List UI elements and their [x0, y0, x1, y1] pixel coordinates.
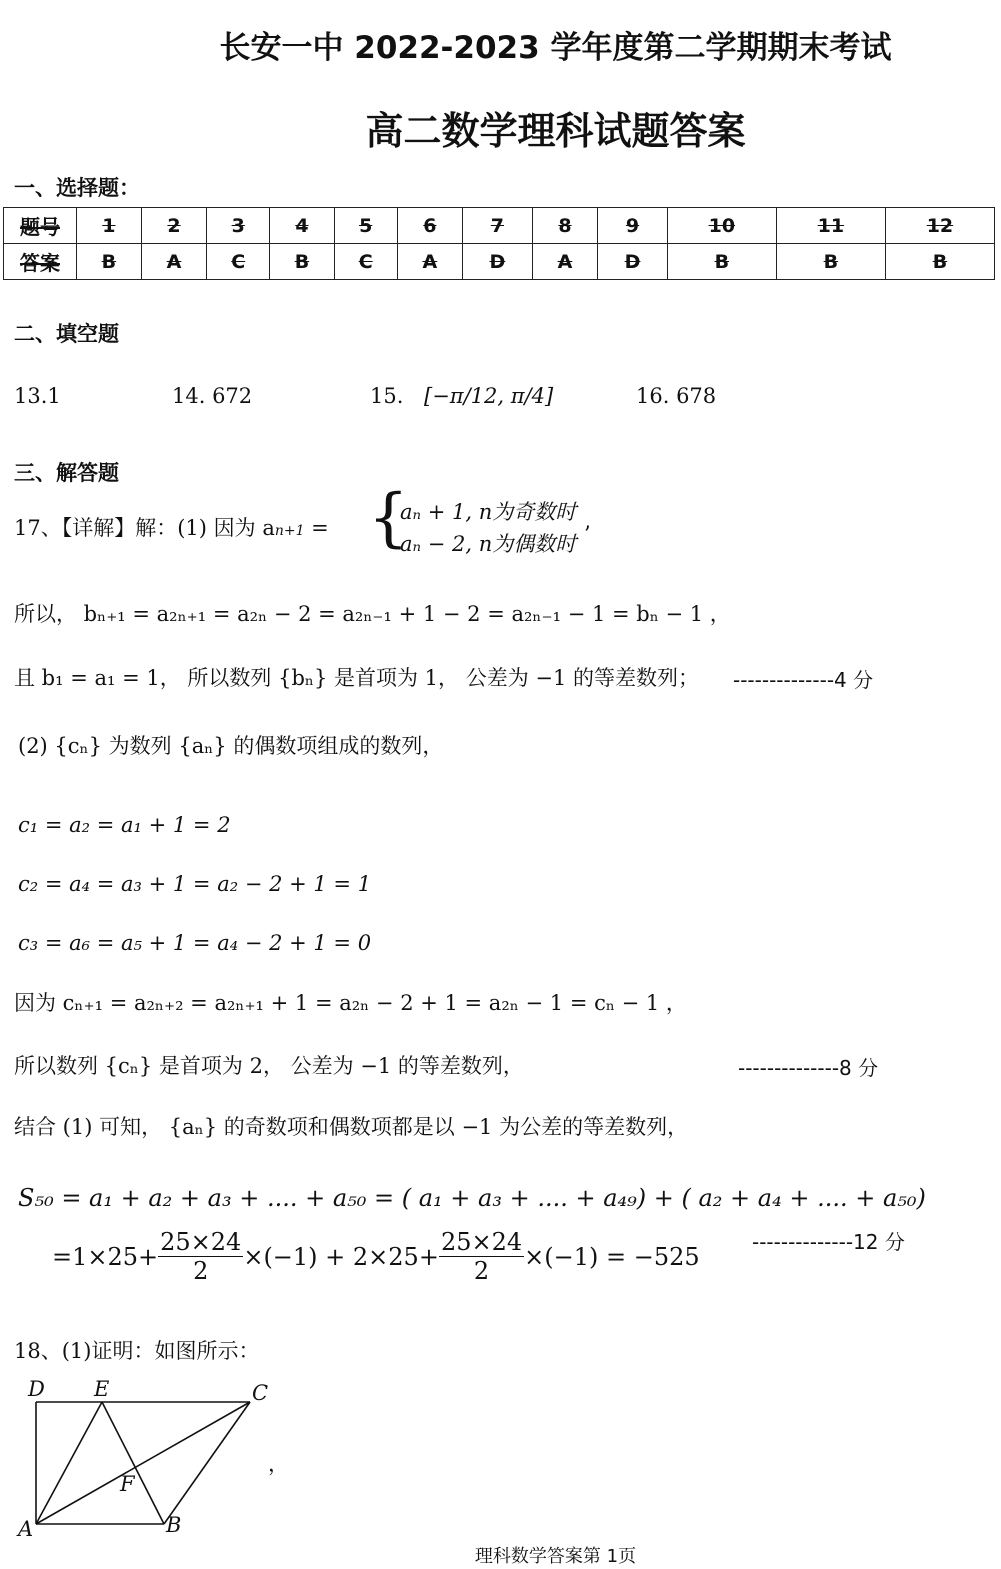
exam-subtitle: 高二数学理科试题答案	[365, 109, 746, 153]
question-number: 6	[397, 208, 463, 244]
fraction-numerator: 25×24	[440, 1228, 523, 1256]
c1-line: c₁ = a₂ = a₁ + 1 = 2	[18, 813, 231, 837]
label-d: D	[28, 1377, 45, 1401]
section-fill-title: 二、填空题	[14, 322, 119, 346]
answer-cell: D	[463, 244, 533, 280]
q17-line5: 所以数列 {cₙ} 是首项为 2， 公差为 −1 的等差数列，	[14, 1054, 524, 1078]
answer-cell: C	[334, 244, 397, 280]
q17-case-odd: aₙ + 1, n为奇数时	[400, 500, 577, 524]
label-b: B	[166, 1513, 182, 1536]
answer-cell: C	[207, 244, 270, 280]
answer-16: 16. 678	[636, 384, 717, 408]
section-solution-title: 三、解答题	[14, 461, 119, 485]
table-head-answer: 答案	[4, 244, 77, 280]
answer-table	[3, 207, 995, 280]
answer-14: 14. 672	[172, 384, 253, 408]
question-number: 1	[77, 208, 142, 244]
fraction	[439, 1228, 524, 1285]
question-number: 12	[885, 208, 994, 244]
exam-title: 长安一中 2022-2023 学年度第二学期期末考试	[219, 30, 892, 66]
label-c: C	[252, 1381, 269, 1405]
score-4: --------------4 分	[733, 668, 874, 692]
question-number: 2	[141, 208, 207, 244]
answer-13: 13.1	[14, 384, 61, 408]
page-footer: 理科数学答案第 1页	[474, 1546, 637, 1567]
c3-line: c₃ = a₆ = a₅ + 1 = a₄ − 2 + 1 = 0	[18, 931, 372, 955]
answer-table-row-questions	[4, 208, 995, 244]
q17-case-even: aₙ − 2, n为偶数时	[400, 532, 577, 556]
s50-part3: ×(−1) = −525	[524, 1242, 700, 1271]
question-number: 11	[776, 208, 885, 244]
label-f: F	[120, 1472, 135, 1496]
answer-cell: A	[532, 244, 598, 280]
left-brace-icon: {	[368, 481, 409, 555]
q17-line3: (2) {cₙ} 为数列 {aₙ} 的偶数项组成的数列，	[18, 734, 444, 758]
question-number: 10	[667, 208, 776, 244]
s50-line1: S₅₀ = a₁ + a₂ + a₃ + .... + a₅₀ = ( a₁ + a₃ + .... + a₄₉) + ( a₂ + a₄ + .... + a₅₀)	[18, 1184, 926, 1212]
c2-line: c₂ = a₄ = a₃ + 1 = a₂ − 2 + 1 = 1	[18, 872, 372, 896]
segment-eb	[102, 1402, 164, 1524]
s50-part2: ×(−1) + 2×25+	[243, 1242, 439, 1271]
q17-line1: 所以， bₙ₊₁ = a₂ₙ₊₁ = a₂ₙ − 2 = a₂ₙ₋₁ + 1 − 2 = a₂ₙ₋₁ − 1 = bₙ − 1 ，	[14, 602, 731, 626]
answer-cell: B	[667, 244, 776, 280]
question-number: 7	[463, 208, 533, 244]
parallelogram-figure	[14, 1374, 284, 1536]
question-number: 4	[270, 208, 335, 244]
q17-line4: 因为 cₙ₊₁ = a₂ₙ₊₂ = a₂ₙ₊₁ + 1 = a₂ₙ − 2 + 1 = a₂ₙ − 1 = cₙ − 1 ，	[14, 991, 687, 1015]
answer-cell: D	[598, 244, 668, 280]
q17-intro: 17、【详解】解：(1) 因为 an+1 =	[14, 516, 329, 540]
score-8: --------------8 分	[738, 1056, 879, 1080]
s50-part1: =1×25+	[52, 1242, 159, 1271]
answer-15-label: 15.	[370, 384, 404, 408]
q17-line2: 且 b₁ = a₁ = 1， 所以数列 {bₙ} 是首项为 1， 公差为 −1 的等差数列；	[14, 666, 700, 690]
s50-line2	[52, 1228, 700, 1285]
label-a: A	[18, 1517, 34, 1536]
section-choice-title: 一、选择题：	[14, 176, 140, 200]
table-head-question: 题号	[4, 208, 77, 244]
answer-cell: B	[77, 244, 142, 280]
fraction-numerator: 25×24	[160, 1228, 242, 1256]
answer-table-row-answers	[4, 244, 995, 280]
answer-cell: A	[141, 244, 207, 280]
edge-bc	[164, 1402, 250, 1524]
question-number: 9	[598, 208, 668, 244]
answer-cell: A	[397, 244, 463, 280]
q17-intro-text: 17、【详解】解：(1) 因为 a	[14, 516, 275, 540]
answer-cell: B	[885, 244, 994, 280]
fraction	[158, 1228, 243, 1285]
question-number: 8	[532, 208, 598, 244]
question-number: 5	[334, 208, 397, 244]
q17-line6: 结合 (1) 可知， {aₙ} 的奇数项和偶数项都是以 −1 为公差的等差数列，	[14, 1115, 689, 1139]
answer-cell: B	[776, 244, 885, 280]
score-12: --------------12 分	[752, 1230, 905, 1254]
figure-comma: ，	[268, 1452, 289, 1476]
fraction-denominator: 2	[193, 1257, 209, 1285]
question-number: 3	[207, 208, 270, 244]
fraction-denominator: 2	[473, 1257, 490, 1285]
label-e: E	[94, 1377, 110, 1401]
answer-15-interval: [−π/12, π/4]	[424, 384, 554, 408]
q18-intro: 18、(1)证明：如图所示：	[14, 1339, 260, 1363]
answer-cell: B	[270, 244, 335, 280]
